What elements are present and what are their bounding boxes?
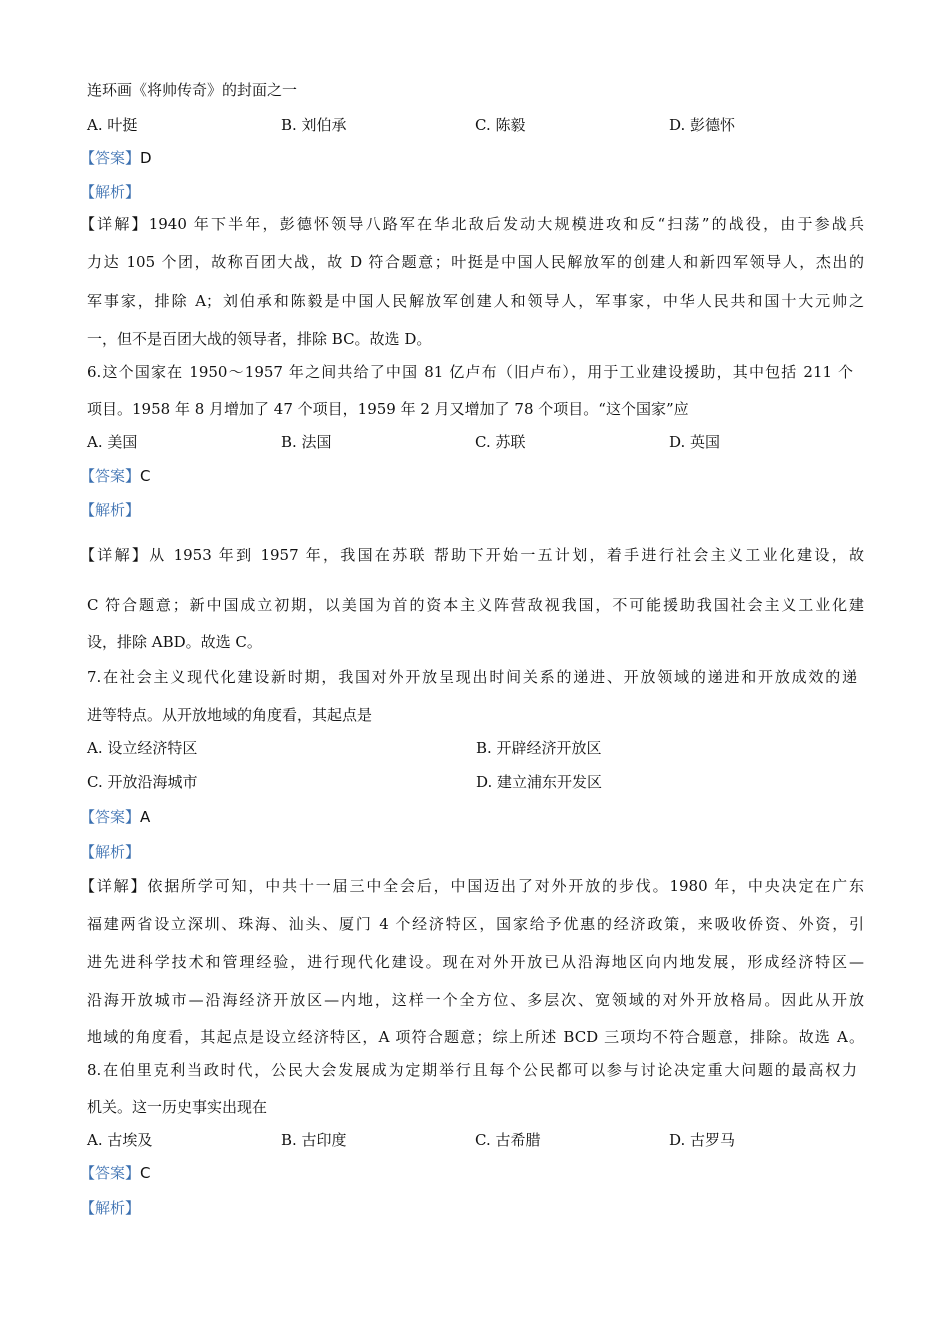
q6-option-c: C. 苏联: [475, 433, 526, 451]
answer-tag: 【答案】: [80, 1164, 141, 1182]
q5-analysis-tag: 【解析】: [80, 183, 141, 201]
q6-stem-line-1: 6.这个国家在 1950～1957 年之间共给了中国 81 亿卢布（旧卢布），用于工业建设援助，其中包括 211 个: [87, 363, 853, 381]
q8-option-b: B. 古印度: [281, 1131, 347, 1149]
detail-text: 从 1953 年到 1957 年，我国在苏联 帮助下开始一五计划，着手进行社会主义工业化建设，故: [149, 546, 864, 564]
q6-detail-line-2: C 符合题意；新中国成立初期，以美国为首的资本主义阵营敌视我国，不可能援助我国社会主义工业化建: [87, 596, 864, 614]
q5-answer: [80, 148, 860, 168]
q7-option-d: D. 建立浦东开发区: [476, 773, 603, 791]
q5-option-a: A. 叶挺: [87, 116, 138, 134]
q7-answer: [80, 807, 860, 827]
answer-tag: 【答案】: [80, 808, 141, 826]
q5-detail-line-4: 一，但不是百团大战的领导者，排除 BC。故选 D。: [87, 330, 432, 348]
detail-tag: 【详解】: [80, 877, 148, 895]
q8-stem-line-2: 机关。这一历史事实出现在: [87, 1098, 268, 1116]
q5-option-d: D. 彭德怀: [669, 116, 736, 134]
detail-text: 1940 年下半年，彭德怀领导八路军在华北敌后发动大规模进攻和反“扫荡”的战役，由于参战兵: [148, 215, 864, 233]
q6-option-b: B. 法国: [281, 433, 332, 451]
q6-analysis-tag: 【解析】: [80, 501, 141, 519]
q8-answer: [80, 1163, 860, 1183]
q7-detail-line-5: 地域的角度看，其起点是设立经济特区，A 项符合题意；综上所述 BCD 三项均不符合题意，排除。故选 A。: [87, 1028, 864, 1046]
answer-tag: 【答案】: [80, 467, 141, 485]
q5-detail-line-2: 力达 105 个团，故称百团大战，故 D 符合题意；叶挺是中国人民解放军的创建人和新四军领导人，杰出的: [87, 253, 864, 271]
q5-image-caption: 连环画《将帅传奇》的封面之一: [87, 81, 298, 99]
q6-option-d: D. 英国: [669, 433, 721, 451]
q6-option-a: A. 美国: [87, 433, 138, 451]
q5-detail-line-1: [80, 214, 864, 234]
q8-option-d: D. 古罗马: [669, 1131, 736, 1149]
q7-detail-line-3: 进先进科学技术和管理经验，进行现代化建设。现在对外开放已从沿海地区向内地发展，形成经济特区—: [87, 953, 864, 971]
answer-value: C: [140, 467, 151, 485]
detail-tag: 【详解】: [80, 215, 149, 233]
detail-tag: 【详解】: [80, 546, 150, 564]
q7-detail-line-2: 福建两省设立深圳、珠海、汕头、厦门 4 个经济特区，国家给予优惠的经济政策，来吸收侨资、外资，引: [87, 915, 864, 933]
q5-option-c: C. 陈毅: [475, 116, 526, 134]
q8-analysis-tag: 【解析】: [80, 1199, 141, 1217]
q6-detail-line-1: [80, 545, 864, 565]
q6-answer: [80, 466, 860, 486]
q7-stem-line-1: 7.在社会主义现代化建设新时期，我国对外开放呈现出时间关系的递进、开放领域的递进和开放成效的递: [87, 668, 857, 686]
q6-detail-line-3: 设，排除 ABD。故选 C。: [87, 633, 262, 651]
answer-value: C: [140, 1164, 151, 1182]
q7-option-c: C. 开放沿海城市: [87, 773, 198, 791]
q6-stem-line-2: 项目。1958 年 8 月增加了 47 个项目，1959 年 2 月又增加了 78 个项目。“这个国家”应: [87, 400, 689, 418]
q8-stem-line-1: 8.在伯里克利当政时代，公民大会发展成为定期举行且每个公民都可以参与讨论决定重大问题的最高权力: [87, 1061, 857, 1079]
q7-option-b: B. 开辟经济开放区: [476, 739, 602, 757]
q7-detail-line-1: [80, 876, 864, 896]
q7-analysis-tag: 【解析】: [80, 843, 141, 861]
q5-option-b: B. 刘伯承: [281, 116, 347, 134]
q7-detail-line-4: 沿海开放城市—沿海经济开放区—内地，这样一个全方位、多层次、宽领域的对外开放格局。因此从开放: [87, 991, 864, 1009]
q7-stem-line-2: 进等特点。从开放地域的角度看，其起点是: [87, 706, 373, 724]
detail-text: 依据所学可知，中共十一届三中全会后，中国迈出了对外开放的步伐。1980 年，中央决定在广东: [147, 877, 864, 895]
q8-option-a: A. 古埃及: [87, 1131, 153, 1149]
q7-option-a: A. 设立经济特区: [87, 739, 198, 757]
answer-tag: 【答案】: [80, 149, 141, 167]
q5-detail-line-3: 军事家，排除 A；刘伯承和陈毅是中国人民解放军创建人和领导人，军事家，中华人民共和国十大元帅之: [87, 292, 864, 310]
q8-option-c: C. 古希腊: [475, 1131, 541, 1149]
answer-value: D: [140, 149, 152, 167]
answer-value: A: [140, 808, 151, 826]
